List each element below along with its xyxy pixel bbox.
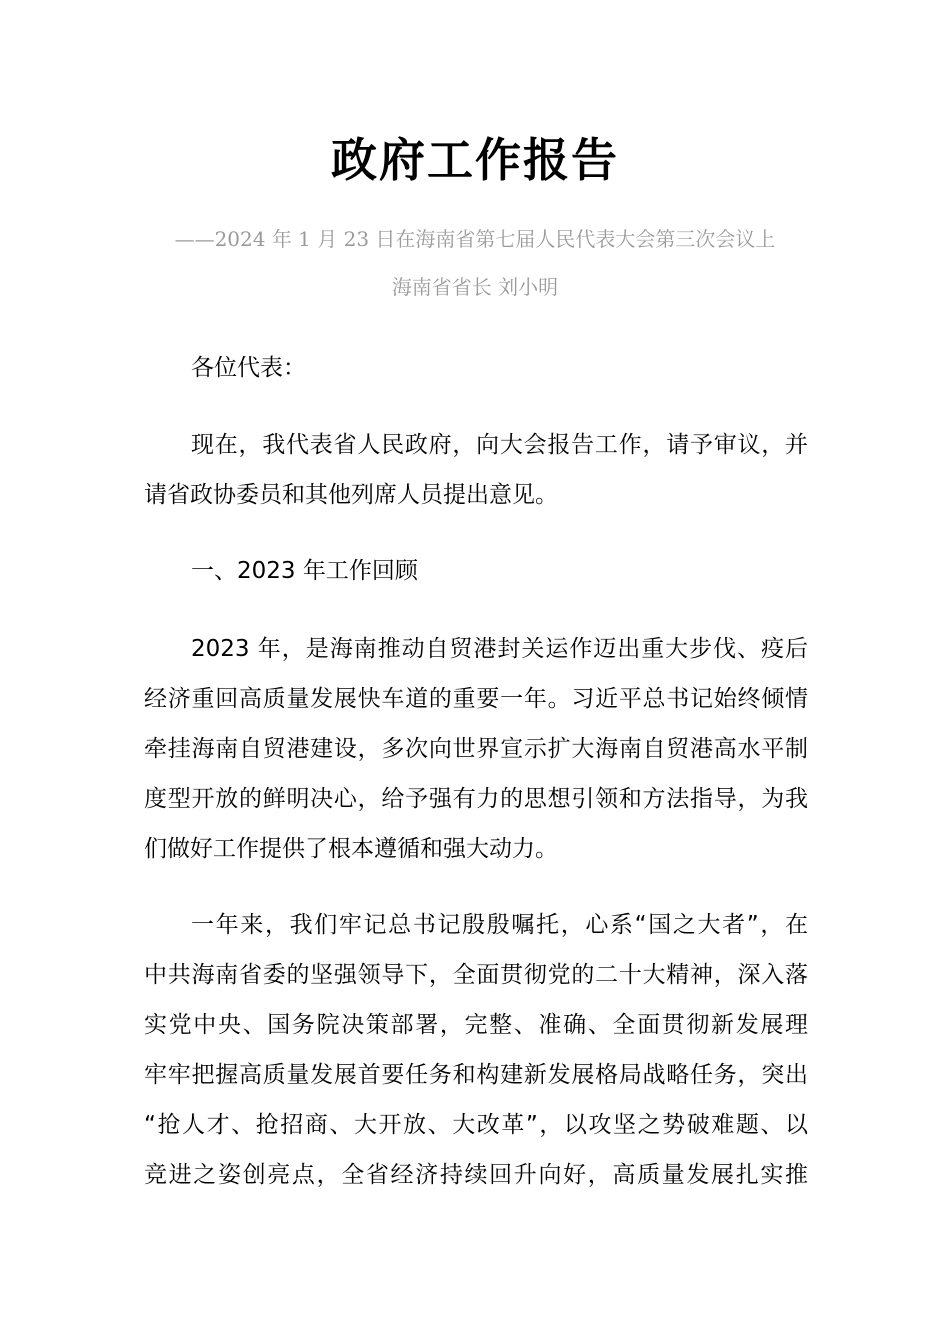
- section-heading-1: [144, 546, 808, 596]
- paragraph-2-line-3: 牵挂海南自贸港建设，多次向世界宣示扩大海南自贸港高水平制: [144, 736, 808, 762]
- paragraph-3-line-3: 实党中央、国务院决策部署，完整、准确、全面贯彻新发展理: [144, 1012, 808, 1038]
- paragraph-2-line-4: 度型开放的鲜明决心，给予强有力的思想引领和方法指导，为我: [144, 786, 808, 812]
- document-title: 政府工作报告: [331, 133, 619, 187]
- paragraph-2: [144, 624, 808, 874]
- paragraph-2-line-2: 经济重回高质量发展快车道的重要一年。习近平总书记始终倾情: [144, 686, 808, 712]
- paragraph-3-line-2: 中共海南省委的坚强领导下，全面贯彻党的二十大精神，深入落: [144, 962, 808, 988]
- paragraph-1: [144, 420, 808, 520]
- section-heading-1-text: 一、2023 年工作回顾: [191, 558, 418, 584]
- paragraph-2-line-1: 2023 年，是海南推动自贸港封关运作迈出重大步伐、疫后: [191, 636, 808, 662]
- paragraph-2-line-5: 们做好工作提供了根本遵循和强大动力。: [144, 836, 558, 862]
- salutation-text: 各位代表：: [191, 355, 306, 381]
- paragraph-3-line-4: 牢牢把握高质量发展首要任务和构建新发展格局战略任务，突出: [144, 1062, 808, 1088]
- salutation: [144, 343, 808, 393]
- paragraph-3-line-6: 竞进之姿创亮点，全省经济持续回升向好，高质量发展扎实推: [144, 1162, 808, 1188]
- paragraph-3-line-1: 一年来，我们牢记总书记殷殷嘱托，心系“国之大者”，在: [191, 912, 808, 938]
- document-subtitle-author: 海南省省长 刘小明: [391, 275, 559, 299]
- document-subtitle-occasion: ——2024 年 1 月 23 日在海南省第七届人民代表大会第三次会议上: [174, 227, 776, 251]
- paragraph-1-line-2: 请省政协委员和其他列席人员提出意见。: [144, 482, 558, 508]
- paragraph-3-line-5: “抢人才、抢招商、大开放、大改革”，以攻坚之势破难题、以: [144, 1112, 808, 1138]
- paragraph-1-line-1: 现在，我代表省人民政府，向大会报告工作，请予审议，并: [191, 432, 808, 458]
- paragraph-3: [144, 900, 808, 1200]
